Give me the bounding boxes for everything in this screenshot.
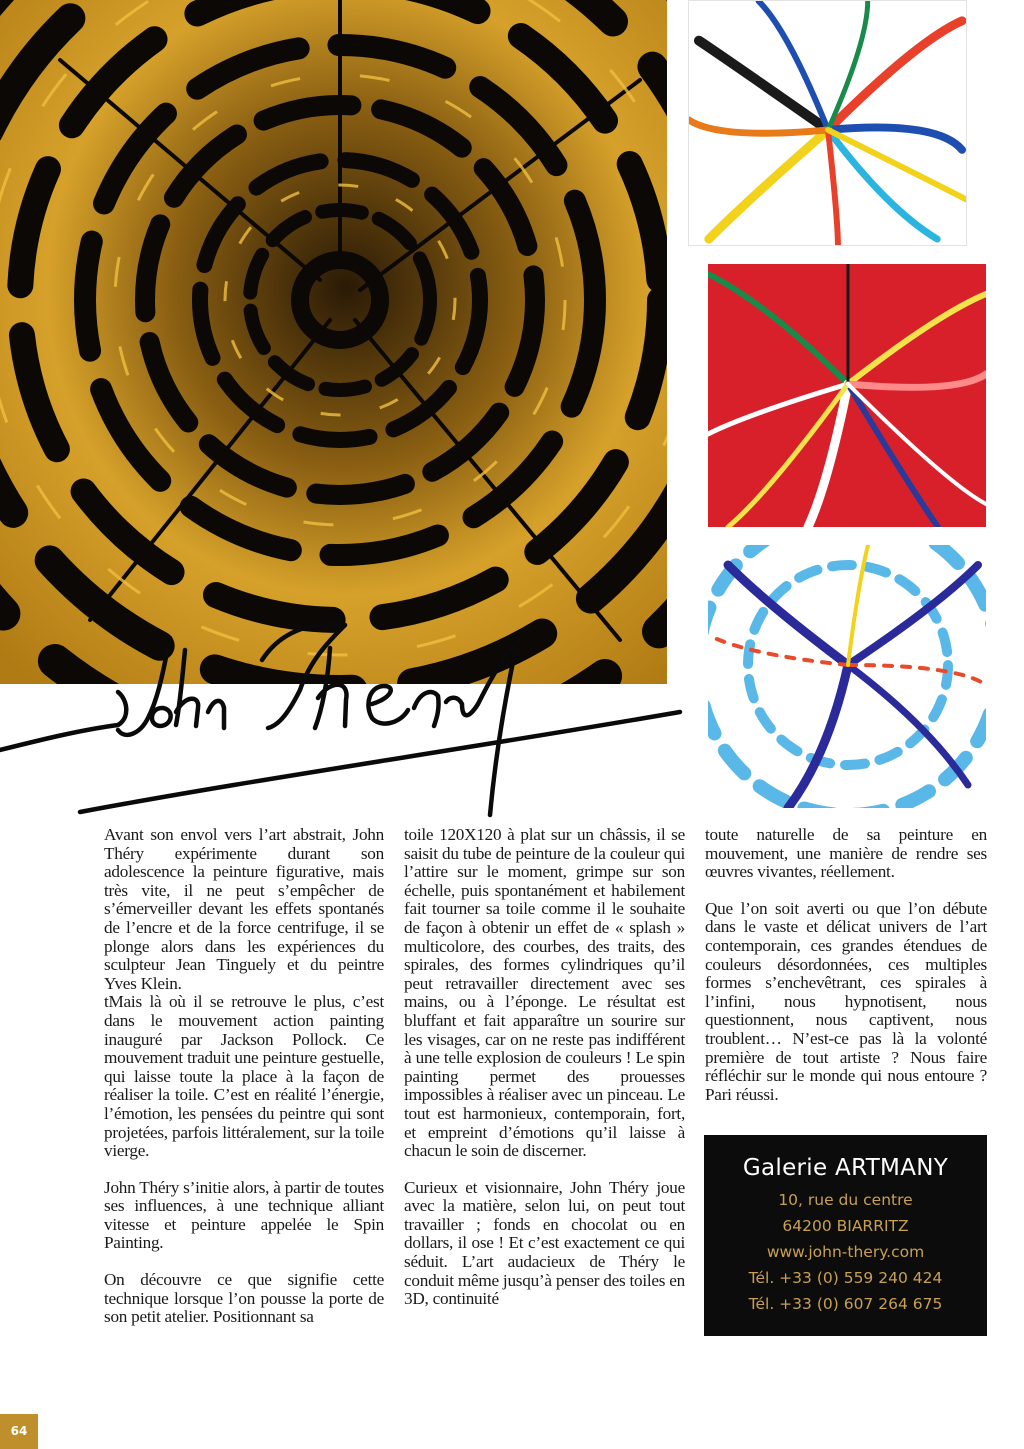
article-paragraph: toute naturelle de sa peinture en mouvement, une manière de rendre ses œuvres vivantes, réellement. (705, 825, 987, 882)
article-paragraph: Curieux et visionnaire, John Théry joue avec la matière, selon lui, on peut tout travailler ; fonds en chocolat ou en dollars, il ose ! Et c’est exactement ce qui séduit. L’art audacieux de Théry le conduit même jusqu’à penser des toiles en 3D, continuité (404, 1177, 685, 1309)
article-paragraph: toile 120X120 à plat sur un châssis, il se saisit du tube de peinture de la couleur qui l’attire sur le moment, grimpe sur son échelle, puis spontanément et habilement fait tourner sa toile comme il le souhaite de façon à obtenir un effet de « splash » multicolore, des courbes, des traits, des spirales, des formes cylindriques qu’il peut retravailler directement avec ses mains, ou à l’éponge. Le résultat est bluffant et fait apparaître un sourire sur les visages, car on ne reste pas indifférent à une telle explosion de couleurs ! Le spin painting permet des prouesses impossibles à réaliser avec un pinceau. Le tout est harmonieux, contemporain, fort, et empreint d’émotions qu’il laisse à chacun le soin de discerner. (404, 825, 685, 1161)
article-paragraph: On découvre ce que signifie cette technique lorsque l’on pousse la porte de son petit atelier. Positionnant sa (104, 1270, 384, 1327)
artist-signature (0, 600, 720, 830)
page-number: 64 (0, 1414, 38, 1449)
article-paragraph: tMais là où il se retrouve le plus, c’est dans le mouvement action painting inauguré par Jackson Pollock. Ce mouvement traduit une peinture gestuelle, qui laisse toute la place à la façon de réaliser la toile. C’est en réalité l’énergie, l’émotion, les pensées du peintre qui sont projetées, parfois littéralement, sur la toile vierge. (104, 992, 384, 1161)
article-column-3 (705, 826, 987, 1104)
article-paragraph: Avant son envol vers l’art abstrait, John Théry expérimente durant son adolescence la peinture figurative, mais très vite, il ne peut s’empêcher de s’émerveiller devant les effets spontanés de l’encre et de la force centrifuge, il se plonge alors dans les expériences du sculpteur Jean Tinguely et du peintre Yves Klein. (104, 825, 384, 993)
gallery-website-link[interactable]: www.john-thery.com (766, 1243, 925, 1261)
spin-painting-multicolor (688, 0, 967, 246)
gallery-name: Galerie ARTMANY (742, 1155, 949, 1181)
article-column-2 (404, 826, 685, 1309)
spin-painting-blue (708, 545, 986, 808)
gallery-address: 10, rue du centre (778, 1191, 913, 1209)
gallery-city: 64200 BIARRITZ (782, 1217, 909, 1235)
main-spin-painting (0, 0, 667, 684)
article-paragraph: John Théry s’initie alors, à partir de toutes ses influences, à une technique alliant vitesse et peinture appelée le Spin Painting. (104, 1177, 384, 1253)
gallery-phone-2: Tél. +33 (0) 607 264 675 (748, 1295, 943, 1313)
article-paragraph: Que l’on soit averti ou que l’on débute dans le vaste et délicat univers de l’art contemporain, ces grandes étendues de couleurs désordonnées, ces multiples formes s’enchevêtrant, ces spirales à l’infini, nous hypnotisent, nous questionnent, nous captivent, nous troublent… N’est-ce pas là la volonté première de tout artiste ? Nous faire réfléchir sur le monde qui nous entoure ? Pari réussi. (705, 898, 987, 1104)
gallery-phone-1: Tél. +33 (0) 559 240 424 (748, 1269, 943, 1287)
gallery-info-box (704, 1135, 987, 1336)
article-column-1 (104, 826, 384, 1327)
spin-painting-red (708, 264, 986, 527)
